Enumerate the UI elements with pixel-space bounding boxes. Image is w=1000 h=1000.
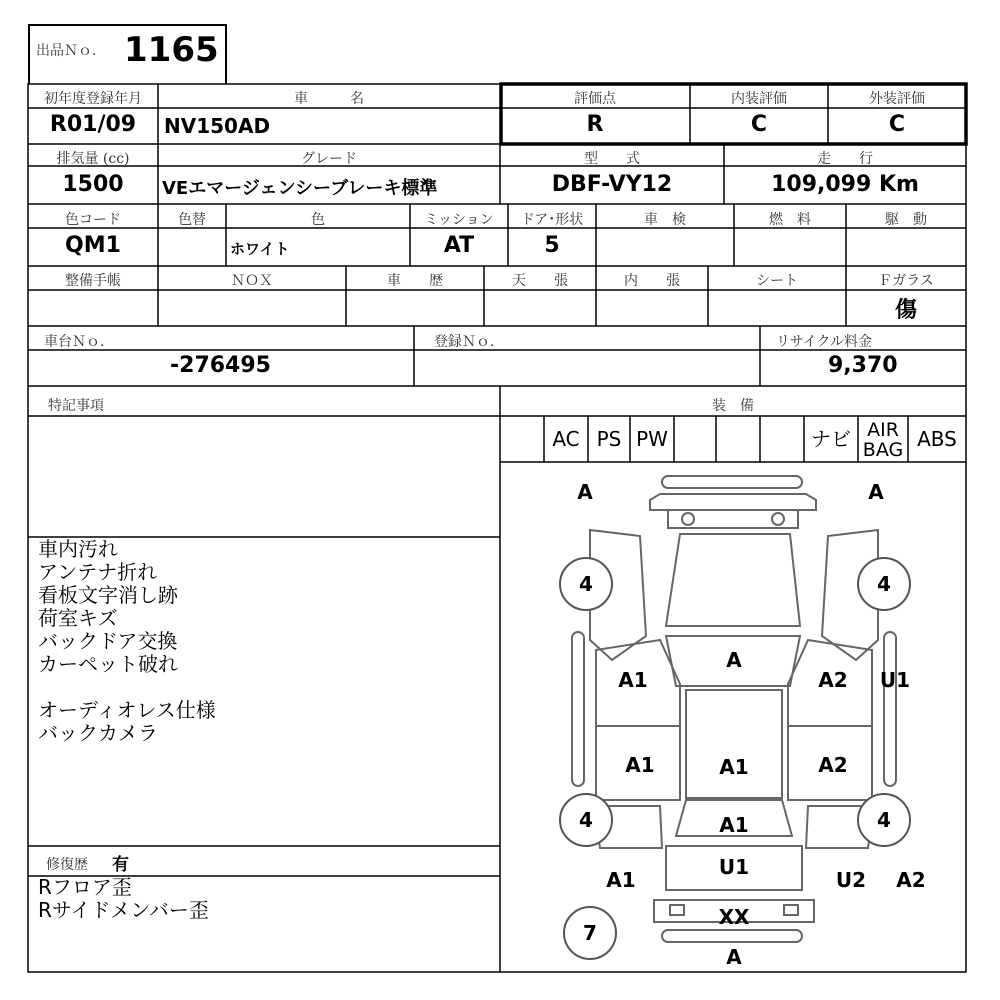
damage-code: XX <box>718 905 750 929</box>
damage-code: A1 <box>606 868 636 892</box>
chassis-no-label: 車台Ｎｏ． <box>44 334 114 350</box>
seat-label: シート <box>756 273 798 289</box>
tire-depth: 4 <box>857 793 911 847</box>
door-label: ドア･形状 <box>520 212 584 228</box>
color-change-label: 色替 <box>178 212 206 228</box>
damage-code: A1 <box>719 813 749 837</box>
score-value: R <box>586 112 604 137</box>
interior-label: 内装評価 <box>731 91 787 107</box>
damage-code: A2 <box>818 753 848 777</box>
mileage-label: 走 行 <box>817 151 873 167</box>
damage-code: A <box>726 945 742 969</box>
equipment-label: 装 備 <box>712 398 754 414</box>
inspection-label: 車 検 <box>644 212 686 228</box>
color-value: ホワイト <box>230 240 290 258</box>
model-label: 型 式 <box>584 151 640 167</box>
front-glass-label: Ｆガラス <box>878 273 934 289</box>
nox-label: ＮＯＸ <box>231 273 273 289</box>
registration-no-label: 登録Ｎｏ． <box>434 334 504 350</box>
repair-notes: Rフロア歪 Rサイドメンバー歪 <box>38 875 209 922</box>
damage-code: A1 <box>719 755 749 779</box>
equipment-item-airbag: AIR BAG <box>862 419 904 461</box>
remarks-notes: 車内汚れ アンテナ折れ 看板文字消し跡 荷室キズ バックドア交換 カーペット破れ オーディオレス仕様 バックカメラ <box>38 537 216 745</box>
fuel-label: 燃 料 <box>769 212 811 228</box>
color-label: 色 <box>311 212 325 228</box>
door-value: 5 <box>544 233 560 258</box>
exterior-value: C <box>888 112 906 137</box>
equipment-item-ac: AC <box>552 427 580 451</box>
color-code-value: QM1 <box>65 233 121 258</box>
exterior-label: 外装評価 <box>869 91 925 107</box>
grade-label: グレード <box>301 151 357 167</box>
mission-label: ミッション <box>424 212 494 228</box>
reg-date-value: R01/09 <box>49 112 137 137</box>
reg-date-label: 初年度登録年月 <box>44 91 142 107</box>
damage-code: A <box>577 480 593 504</box>
repair-history-value: 有 <box>112 855 129 875</box>
repair-history-label: 修復歴 <box>46 857 88 873</box>
damage-code: A1 <box>618 668 648 692</box>
drive-label: 駆 動 <box>885 212 927 228</box>
equipment-item-abs: ABS <box>917 427 957 451</box>
model-value: DBF-VY12 <box>551 172 673 197</box>
maintenance-book-label: 整備手帳 <box>65 273 121 289</box>
grade-value: VEエマージェンシーブレーキ標準 <box>162 178 438 199</box>
remarks-label: 特記事項 <box>48 398 104 414</box>
vehicle-history-label: 車 歴 <box>387 273 443 289</box>
recycle-fee-value: 9,370 <box>828 353 898 378</box>
score-label: 評価点 <box>574 91 616 107</box>
equipment-item-pw: PW <box>636 427 668 451</box>
damage-code: A2 <box>896 868 926 892</box>
damage-code: A <box>726 648 742 672</box>
equipment-item <box>674 418 716 460</box>
car-name-label: 車 名 <box>294 91 364 107</box>
displacement-label: 排気量 (cc) <box>56 151 130 167</box>
equipment-item <box>716 418 760 460</box>
equipment-item-navi: ナビ <box>811 427 851 451</box>
damage-code: A <box>868 480 884 504</box>
lot-label: 出品Ｎｏ． <box>36 43 106 59</box>
chassis-no-value: -276495 <box>170 353 271 378</box>
mileage-value: 109,099 Km <box>771 172 919 197</box>
front-glass-value: 傷 <box>894 298 917 323</box>
displacement-value: 1500 <box>62 172 124 197</box>
roof-lining-label: 天 張 <box>512 273 568 289</box>
damage-code: A1 <box>625 753 655 777</box>
car-name-value: NV150AD <box>164 114 271 138</box>
inner-lining-label: 内 張 <box>624 273 680 289</box>
damage-code: U2 <box>835 868 867 892</box>
spare-tire-depth: 7 <box>563 906 617 960</box>
equipment-item-ps: PS <box>596 427 622 451</box>
damage-code: A2 <box>818 668 848 692</box>
equipment-item <box>760 418 804 460</box>
mission-value: AT <box>443 233 475 258</box>
damage-code: U1 <box>718 855 750 879</box>
tire-depth: 4 <box>857 557 911 611</box>
damage-code: U1 <box>879 668 911 692</box>
color-code-label: 色コード <box>65 212 121 228</box>
interior-value: C <box>750 112 768 137</box>
recycle-fee-label: リサイクル料金 <box>776 334 873 350</box>
tire-depth: 4 <box>559 557 613 611</box>
equipment-item <box>500 418 544 460</box>
tire-depth: 4 <box>559 793 613 847</box>
lot-number: 1165 <box>124 30 219 70</box>
